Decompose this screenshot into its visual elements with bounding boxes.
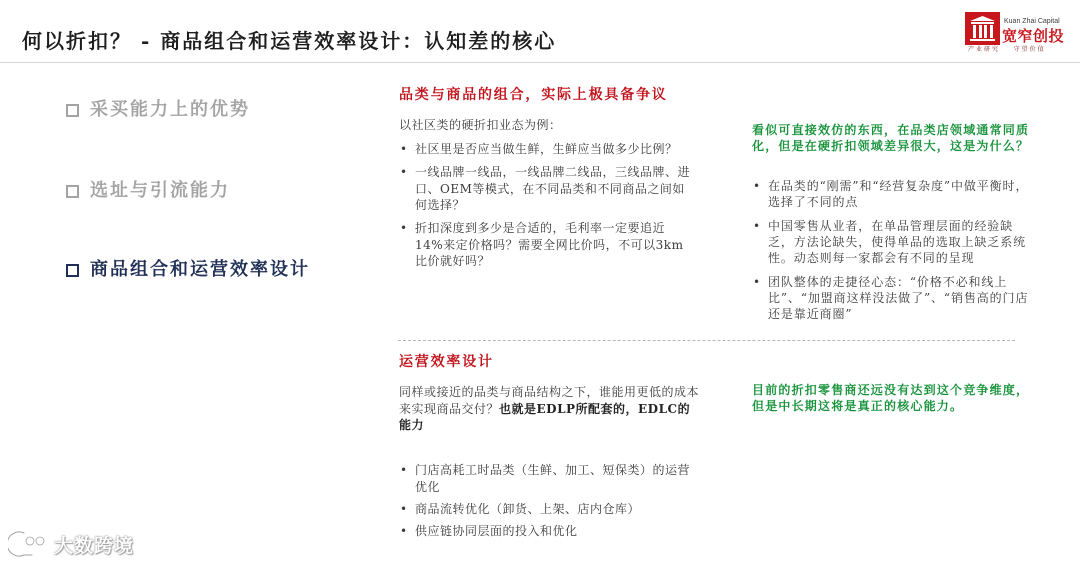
section-heading-assortment: 品类与商品的组合，实际上极具备争议 [399,87,668,103]
watermark [8,528,134,560]
list-item-text: 折扣深度到多少是合适的，毛利率一定要追近14%来定价格吗？需要全网比价吗，不可以3km比价就好吗？ [415,221,684,268]
agenda-item-assortment-operations [66,259,310,281]
agenda-item-label: 商品组合和运营效率设计 [90,259,310,280]
logo-chinese-name: 宽窄创投 [1002,27,1065,45]
insight-reason-list [752,178,1030,330]
chat-face-logo-icon [8,529,48,559]
agenda-item-site-selection [66,180,230,202]
bullet-icon [400,141,408,158]
list-item-text: 一线品牌一线品，一线品牌二线品，三线品牌、进口、OEM等模式，在不同品类和不同商品之间如何选择？ [415,165,691,212]
building-logo-icon [965,12,1000,45]
list-item-text: 供应链协同层面的投入和优化 [415,523,578,538]
list-item-text: 中国零售从业者，在单品管理层面的经验缺乏，方法论缺失，使得单品的选取上缺乏系统性。动态则每一家都会有不同的呈现 [768,219,1027,265]
assortment-question-list [399,141,691,276]
list-item [752,178,1030,210]
section-heading-operations: 运营效率设计 [399,354,494,370]
bullet-icon [400,523,408,540]
checkbox-square-icon [66,104,79,117]
list-item [399,462,691,495]
operations-list [399,462,691,545]
list-item-text: 门店高耗工时品类（生鲜、加工、短保类）的运营优化 [415,463,691,494]
intro-emphasis-text: 也就是EDLP所配套的，EDLC的能力 [399,401,691,432]
slide-title: 何以折扣？ - 商品组合和运营效率设计：认知差的核心 [22,29,557,53]
list-item-text: 团队整体的走捷径心态：“价格不必和线上比”、“加盟商这样没法做了”、“销售高的门店还是靠近商圈” [768,275,1029,321]
agenda-item-label: 选址与引流能力 [90,180,230,201]
list-item [752,218,1030,266]
list-item [399,141,691,158]
agenda-item-label: 采买能力上的优势 [90,99,250,120]
list-item [399,164,691,214]
intro-text: 同样或接近的品类与商品结构之下，谁能用更低的成本来实现商品交付？ [399,385,700,416]
logo-english-name: Kuan Zhai Capital [1004,18,1060,25]
logo-tagline: 产业研究 守望价值 [968,47,1046,53]
section-intro [399,384,701,434]
list-item [399,523,691,540]
bullet-icon [753,218,761,234]
bullet-icon [400,501,408,518]
checkbox-square-icon [66,185,79,198]
checkbox-square-icon [66,264,79,277]
watermark-text: 大数跨境 [54,534,135,557]
section-divider [398,340,1015,341]
insight-conclusion: 目前的折扣零售商还远没有达到这个竞争维度，但是中长期这将是真正的核心能力。 [752,383,1030,413]
bullet-icon [400,220,408,237]
company-logo [965,10,1069,58]
list-item [752,274,1030,322]
bullet-icon [400,164,408,181]
list-item-text: 在品类的“刚需”和“经营复杂度”中做平衡时，选择了不同的点 [768,179,1029,209]
bullet-icon [753,274,761,290]
title-divider [0,62,1080,63]
agenda-item-purchasing [66,99,250,121]
bullet-icon [753,178,761,194]
section-intro: 以社区类的硬折扣业态为例： [399,118,562,132]
list-item-text: 商品流转优化（卸货、上架、店内仓库） [415,501,641,516]
list-item [399,501,691,518]
list-item-text: 社区里是否应当做生鲜，生鲜应当做多少比例？ [415,142,678,156]
insight-question: 看似可直接效仿的东西，在品类店领域通常同质化，但是在硬折扣领域差异很大，这是为什么？ [752,123,1030,153]
list-item [399,220,691,270]
bullet-icon [400,462,408,479]
